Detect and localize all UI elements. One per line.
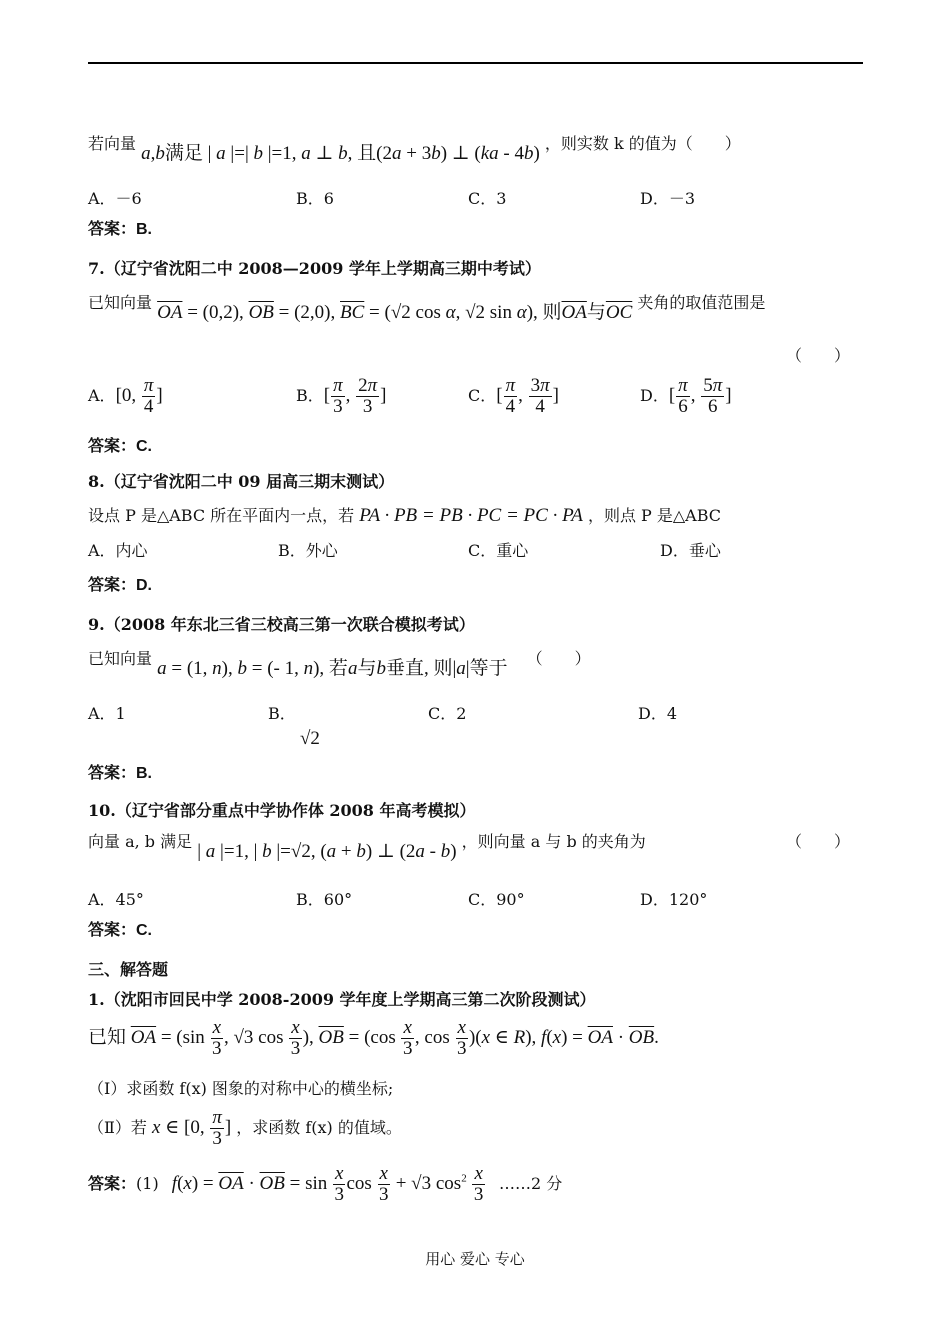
header-rule	[88, 62, 863, 64]
q10-stem	[88, 829, 646, 862]
q6-stem-prefix: 若向量	[88, 134, 137, 153]
q8-stem-math: PA · PB = PB · PC = PC · PA	[359, 505, 583, 526]
q6-stem-math: a,b满足 | a |=| b |=1, a ⊥ b, 且(2a + 3b) ⊥ (ka - 4b)	[141, 143, 540, 164]
q8-stem	[88, 503, 721, 527]
q9-stem-math: a = (1, n), b = (- 1, n), 若a与b垂直, 则|a|等于	[157, 658, 508, 679]
q6-stem-suffix: ，则实数 k 的值为（ ）	[544, 134, 741, 153]
q7-stem-math: $\overline{OA} = (0,2)$, $\overline{OB} = (2,0)$, $\overline{BC} = (√2$ cos α, √2 sin α), 则$\overline{OA}$与$\overline{OC}$	[157, 302, 633, 323]
q9-heading: 9.（2008 年东北三省三校高三第一次联合模拟考试）	[88, 615, 475, 634]
s3-q1-answer: 答案：(1) $f(x) = \overline{OA} \cdot \overline{OB} = \sin$ $\frac{x}{3}$ cos $\frac{x}{3}$ + √3 $\cos^2$ $\frac{x}{3}$ ……2 分	[88, 1163, 563, 1205]
q7-option-b: B．[ $\frac{\pi}{3}$ , $\frac{2\pi}{3}$ ]	[296, 375, 387, 417]
q7-heading: 7.（辽宁省沈阳二中 2008—2009 学年上学期高三期中考试）	[88, 259, 541, 278]
q7-answer: 答案：C.	[88, 438, 153, 455]
q8-heading: 8.（辽宁省沈阳二中 09 届高三期末测试）	[88, 472, 395, 491]
s3-q1-stem: 已知 $\overline{OA} = (\sin$ $\frac{x}{3}$ , √3 cos $\frac{x}{3}$ ), $\overline{OB} = (\cos$ $\frac{x}{3}$ , cos $\frac{x}{3}$ )(x ∈ R), $f(x) = \overline{OA} \cdot \overline{OB}$.	[88, 1017, 659, 1059]
q6-option-a: A．－6	[88, 189, 142, 208]
q10-option-a: A．45°	[88, 890, 144, 909]
q9-option-c: C．2	[428, 704, 467, 723]
q9-option-d: D．4	[638, 704, 678, 723]
q6-option-d: D．－3	[640, 189, 696, 208]
s3-q1-part2: （Ⅱ）若 x ∈ [0, $\frac{\pi}{3}$ ] ，求函数 f(x) 的值域。	[88, 1107, 402, 1149]
q8-stem-prefix: 设点 P 是△ABC 所在平面内一点，若	[88, 506, 355, 525]
q7-option-c: C．[ $\frac{\pi}{4}$ , $\frac{3\pi}{4}$ ]	[468, 375, 559, 417]
q9-stem	[88, 643, 591, 679]
q7-option-a: A．[0, $\frac{\pi}{4}$ ]	[88, 375, 163, 417]
q10-heading: 10.（辽宁省部分重点中学协作体 2008 年高考模拟）	[88, 801, 476, 820]
q10-answer: 答案：C.	[88, 922, 153, 939]
q9-answer-paren: （ ）	[526, 649, 591, 668]
s3-q1-heading: 1.（沈阳市回民中学 2008-2009 学年度上学期高三第二次阶段测试）	[88, 990, 596, 1009]
q7-answer-paren: （ ）	[786, 346, 851, 365]
s3-answer-label: 答案：	[88, 1175, 137, 1193]
q6-stem	[88, 128, 741, 164]
s3-answer-mark: (1)	[136, 1173, 159, 1193]
s3-answer-score: ……2 分	[498, 1173, 563, 1193]
q8-option-d: D．垂心	[660, 541, 721, 560]
q10-option-b: B．60°	[296, 890, 353, 909]
q8-option-a: A．内心	[88, 541, 148, 560]
q10-answer-paren: （ ）	[786, 832, 851, 851]
section-title: 三、解答题	[88, 960, 169, 979]
s3-q1-part1: （Ⅰ）求函数 f(x) 图象的对称中心的横坐标;	[88, 1079, 394, 1098]
q10-stem-suffix: ，则向量 a 与 b 的夹角为	[461, 832, 646, 851]
q10-stem-prefix: 向量 a, b 满足	[88, 832, 193, 851]
page-footer: 用心 爱心 专心	[425, 1250, 525, 1268]
q7-stem	[88, 287, 766, 323]
q8-option-b: B．外心	[278, 541, 338, 560]
q8-answer: 答案：D.	[88, 577, 153, 594]
q10-option-d: D．120°	[640, 890, 708, 909]
q7-stem-suffix: 夹角的取值范围是	[637, 293, 766, 312]
q10-stem-math: | a |=1, | b |=√2, (a + b) ⊥ (2a - b)	[197, 841, 457, 862]
q7-stem-prefix: 已知向量	[88, 293, 153, 312]
s3-q1-part2-prefix: （Ⅱ）若	[88, 1117, 147, 1137]
q9-answer: 答案：B.	[88, 765, 153, 782]
q10-option-c: C．90°	[468, 890, 525, 909]
q6-option-c: C．3	[468, 189, 507, 208]
q8-option-c: C．重心	[468, 541, 529, 560]
q8-stem-suffix: ，则点 P 是△ABC	[587, 506, 722, 525]
q9-option-a: A．1	[88, 704, 126, 723]
s3-q1-part2-suffix: ，求函数 f(x) 的值域。	[236, 1117, 402, 1137]
q9-option-b: B． √2	[268, 704, 320, 749]
q7-option-d: D．[ $\frac{\pi}{6}$ , $\frac{5\pi}{6}$ ]	[640, 375, 732, 417]
q6-option-b: B．6	[296, 189, 334, 208]
q6-answer: 答案：B.	[88, 221, 153, 238]
q9-stem-prefix: 已知向量	[88, 649, 153, 668]
